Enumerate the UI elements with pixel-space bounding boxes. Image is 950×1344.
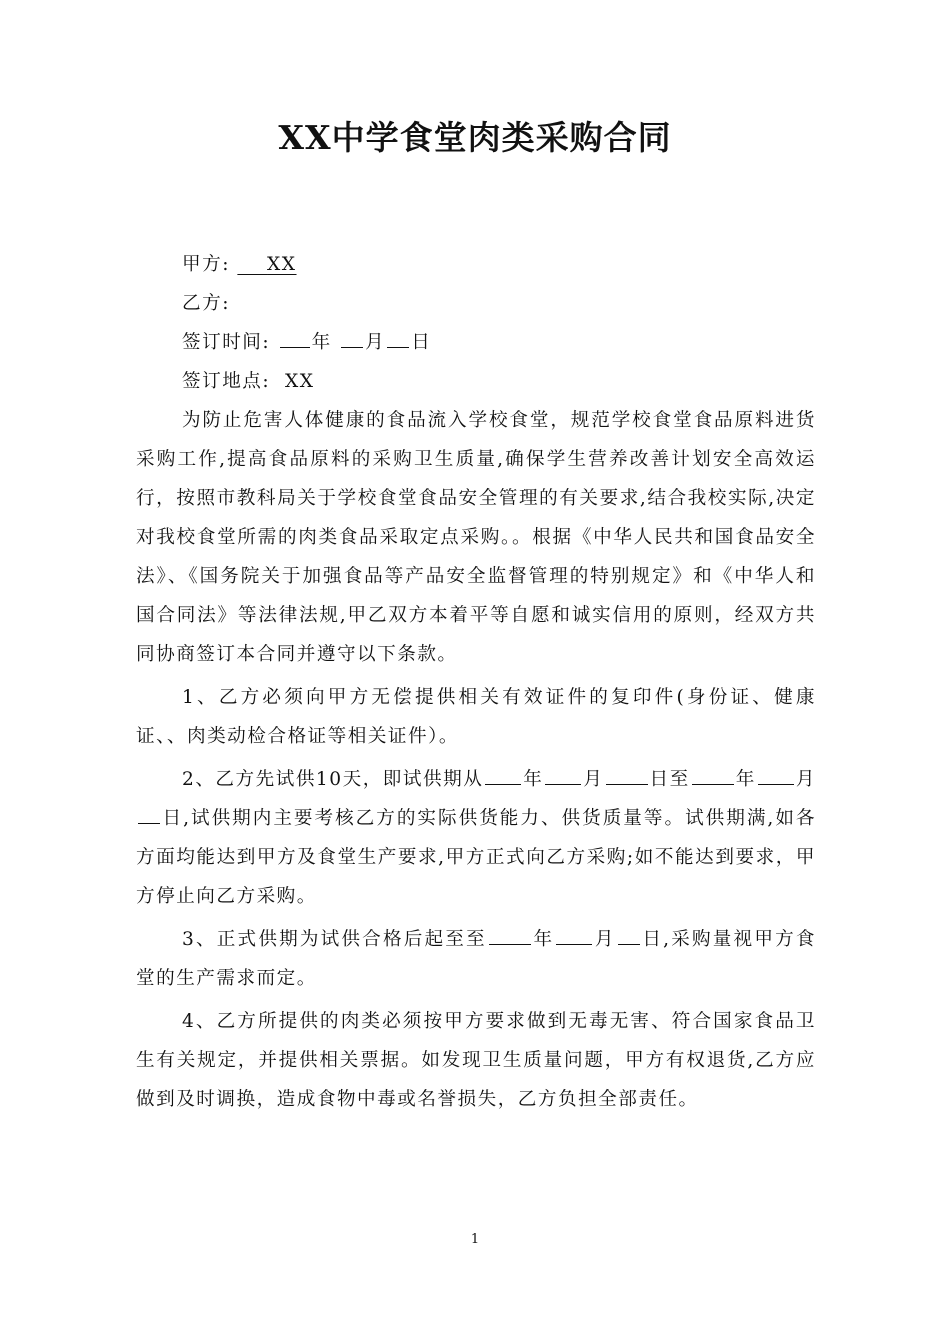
party-a-value: XX (267, 254, 297, 275)
clause-3: 3、正式供期为试供合格后起至至 年 月 日,采购量视甲方食堂的生产需求而定。 (136, 920, 816, 998)
preamble-paragraph: 为防止危害人体健康的食品流入学校食堂，规范学校食堂食品原料进货采购工作,提高食品原料的采购卫生质量,确保学生营养改善计划安全高效运行，按照市教科局关于学校食堂食品安全管理的有关要求,结合我校实际,决定对我校食堂所需的肉类食品采取定点采购。。根据《中华人民共和国食品安全法》、《国务院关于加强食品等产品安全监督管理的特别规定》和《中华人和国合同法》等法律法规,甲乙双方本着平等自愿和诚实信用的原则，经双方共同协商签订本合同并遵守以下条款。 (136, 410, 816, 665)
month-blank (341, 325, 363, 348)
clause-1: 1、乙方必须向甲方无偿提供相关有效证件的复印件(身份证、健康证、、肉类动检合格证等相关证件）。 (136, 687, 816, 747)
party-b-label: 乙方: (182, 293, 230, 314)
sign-place-line (136, 362, 816, 401)
sign-time-day: 日 (411, 332, 432, 353)
clause2-month1-blank (545, 762, 581, 785)
sign-time-year: 年 (311, 332, 332, 353)
clause-4: 4、乙方所提供的肉类必须按甲方要求做到无毒无害、符合国家食品卫生有关规定，并提供相关票据。如发现卫生质量问题，甲方有权退货,乙方应做到及时调换，造成食物中毒或名誉损失，乙方负担全部责任。 (136, 1011, 816, 1110)
document-body (136, 245, 816, 1119)
clause-2: 2、乙方先试供10天，即试供期从 年 月 日至 年 月日,试供期内主要考核乙方的实际供货能力、供货质量等。试供期满,如各方面均能达到甲方及食堂生产要求,甲方正式向乙方采购;如不能达到要求，甲方停止向乙方采购。 (136, 760, 816, 916)
year-blank (280, 325, 310, 348)
clause3-month-blank (556, 922, 592, 945)
party-a-label: 甲方: (182, 254, 230, 275)
sign-time-label: 签订时间: (182, 332, 271, 353)
clause3-day-blank (618, 922, 640, 945)
sign-place-label: 签订地点: (182, 371, 271, 392)
party-b-line (136, 284, 816, 323)
clause2-day2-blank (138, 801, 160, 824)
sign-place-value: XX (284, 371, 315, 392)
clause2-year1-blank (485, 762, 521, 785)
clause3-year-blank (489, 922, 531, 945)
document-title: XX中学食堂肉类采购合同 (278, 118, 672, 157)
day-blank (387, 325, 409, 348)
clause2-day1-blank (606, 762, 648, 785)
party-a-line (136, 245, 816, 284)
sign-time-month: 月 (365, 332, 386, 353)
sign-time-line (136, 323, 816, 362)
clause2-year2-blank (692, 762, 734, 785)
page-number: 1 (470, 1232, 480, 1247)
clause2-month2-blank (758, 762, 794, 785)
